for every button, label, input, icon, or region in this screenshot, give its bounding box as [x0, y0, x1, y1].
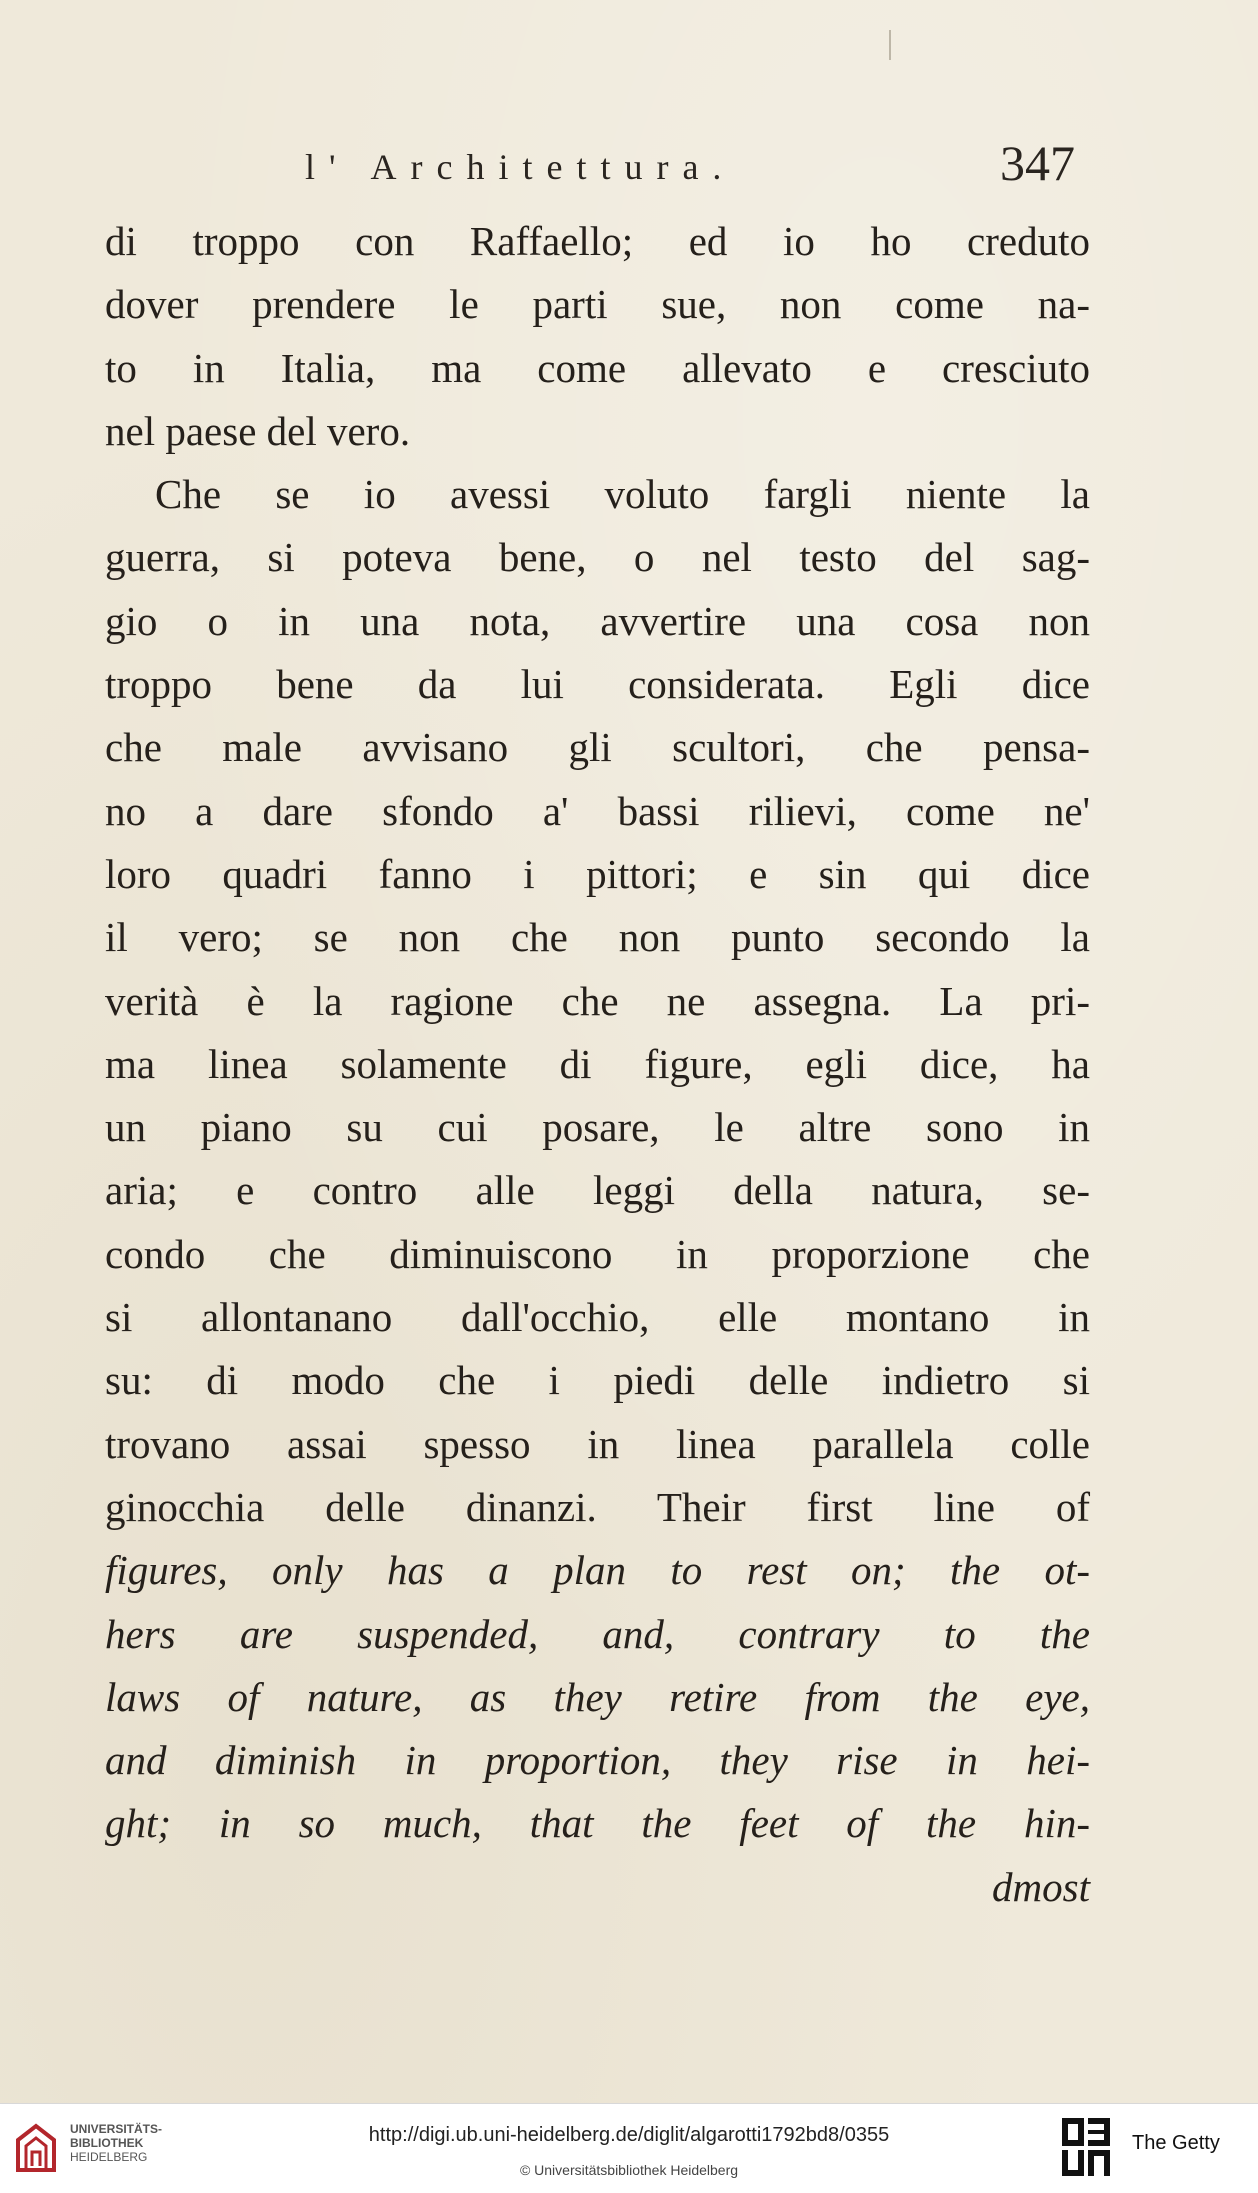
text-line: troppo bene da lui considerata. Egli dice [105, 661, 1090, 708]
quoted-english-line: laws of nature, as they retire from the eye, [105, 1673, 1090, 1720]
paragraph-start-line: Che se io avessi voluto fargli niente la [155, 471, 1090, 518]
text-line: guerra, si poteva bene, o nel testo del sag- [105, 534, 1090, 581]
text-line: trovano assai spesso in linea parallela colle [105, 1420, 1090, 1467]
viewer-footer [0, 2103, 1258, 2193]
text-line: to in Italia, ma come allevato e cresciuto [105, 344, 1090, 391]
page-mark [889, 30, 891, 60]
page-header [305, 134, 1075, 204]
running-head: l' Architettura. [305, 147, 736, 187]
text-line: di troppo con Raffaello; ed io ho creduto [105, 218, 1090, 264]
text-line: nel paese del vero. [105, 407, 411, 454]
quoted-english-line: figures, only has a plan to rest on; the ot- [105, 1547, 1090, 1594]
library-name-line: UNIVERSITÄTS- [70, 2122, 163, 2136]
quoted-english-line: ght; in so much, that the feet of the hin- [105, 1800, 1090, 1847]
catchword: dmost [992, 1863, 1090, 1910]
text-line: il vero; se non che non punto secondo la [105, 914, 1090, 961]
text-line: loro quadri fanno i pittori; e sin qui dice [105, 850, 1090, 897]
text-line: un piano su cui posare, le altre sono in [105, 1104, 1090, 1151]
body-text [105, 210, 1090, 1919]
getty-name: The Getty [1132, 2132, 1220, 2154]
text-line: aria; e contro alle leggi della natura, se- [105, 1167, 1090, 1214]
getty-logo-icon [1060, 2116, 1112, 2178]
text-line: si allontanano dall'occhio, elle montano in [105, 1294, 1090, 1341]
quoted-english-line: hers are suspended, and, contrary to the [105, 1610, 1090, 1657]
text-line: ma linea solamente di figure, egli dice, ha [105, 1040, 1090, 1087]
text-line: su: di modo che i piedi delle indietro si [105, 1357, 1090, 1404]
library-name-line: BIBLIOTHEK [70, 2136, 144, 2150]
text-line: no a dare sfondo a' bassi rilievi, come ne' [105, 787, 1090, 834]
text-line: gio o in una nota, avvertire una cosa non [105, 597, 1090, 644]
text-line: dover prendere le parti sue, non come na- [105, 281, 1090, 328]
text-line: condo che diminuiscono in proporzione che [105, 1230, 1090, 1277]
text-line: ginocchia delle dinanzi. Their first line of [105, 1483, 1090, 1530]
page-number: 347 [1000, 135, 1075, 191]
copyright-notice: © Universitätsbibliothek Heidelberg [519, 2162, 739, 2178]
library-name-line: HEIDELBERG [70, 2150, 148, 2164]
quoted-english-line: and diminish in proportion, they rise in hei- [105, 1737, 1090, 1784]
permalink-url[interactable]: http://digi.ub.uni-heidelberg.de/diglit/algarotti1792bd8/0355 [368, 2124, 890, 2146]
text-line: che male avvisano gli scultori, che pensa- [105, 724, 1090, 771]
text-line: verità è la ragione che ne assegna. La pri- [105, 977, 1090, 1024]
